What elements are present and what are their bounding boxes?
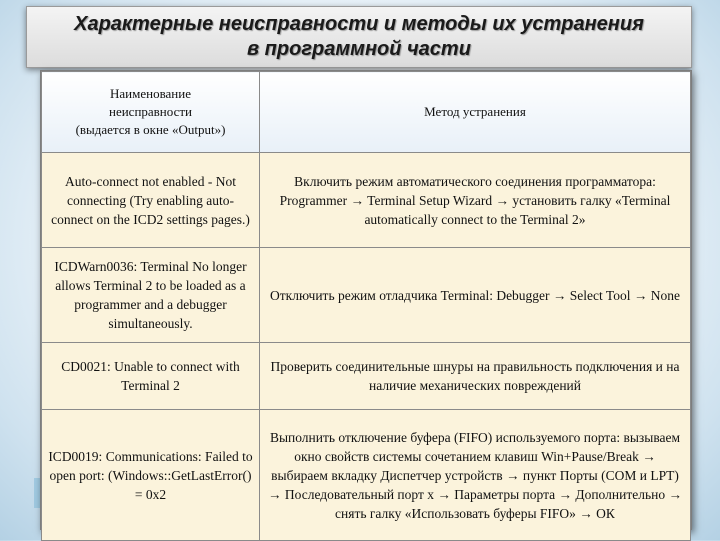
table-row: [42, 343, 691, 410]
header-fault-line-2: неисправности: [108, 104, 192, 119]
fix-cell: Отключить режим отладчика Terminal: Debugger → Select Tool → None: [260, 248, 691, 343]
table-row: [42, 410, 691, 541]
faults-table-container: [40, 70, 692, 530]
fix-cell: Включить режим автоматического соединения программатора: Programmer → Terminal Setup Wizard → установить галку «Terminal automatically connect to the Terminal 2»: [260, 153, 691, 248]
fault-cell: ICDWarn0036: Terminal No longer allows Terminal 2 to be loaded as a programmer and a debugger simultaneously.: [42, 248, 260, 343]
header-fault-line-3: (выдается в окне «Output»): [75, 122, 226, 137]
header-fix-method: Метод устранения: [260, 72, 691, 153]
fix-cell: Выполнить отключение буфера (FIFO) используемого порта: вызываем окно свойств системы сочетанием клавиш Win+Pause/Break → выбираем вкладку Диспетчер устройств → пункт Порты (COM и LPT) → Последовательный порт х → Параметры порта → Дополнительно → снять галку «Использовать буферы FIFO» → ОК: [260, 410, 691, 541]
faults-table: [41, 71, 691, 541]
fault-cell: ICD0019: Communications: Failed to open port: (Windows::GetLastError() = 0x2: [42, 410, 260, 541]
table-header-row: [42, 72, 691, 153]
fix-cell: Проверить соединительные шнуры на правильность подключения и на наличие механических повреждений: [260, 343, 691, 410]
slide-title-line-2: в программной части: [247, 38, 471, 60]
header-fault-line-1: Наименование: [110, 86, 191, 101]
table-row: [42, 248, 691, 343]
fault-cell: CD0021: Unable to connect with Terminal 2: [42, 343, 260, 410]
slide-title-box: [26, 6, 692, 68]
table-row: [42, 153, 691, 248]
header-fault-name: [42, 72, 260, 153]
slide-title-line-1: Характерные неисправности и методы их устранения: [74, 13, 644, 35]
slide-title: [74, 12, 644, 62]
fault-cell: Auto-connect not enabled - Not connecting (Try enabling auto-connect on the ICD2 settings pages.): [42, 153, 260, 248]
